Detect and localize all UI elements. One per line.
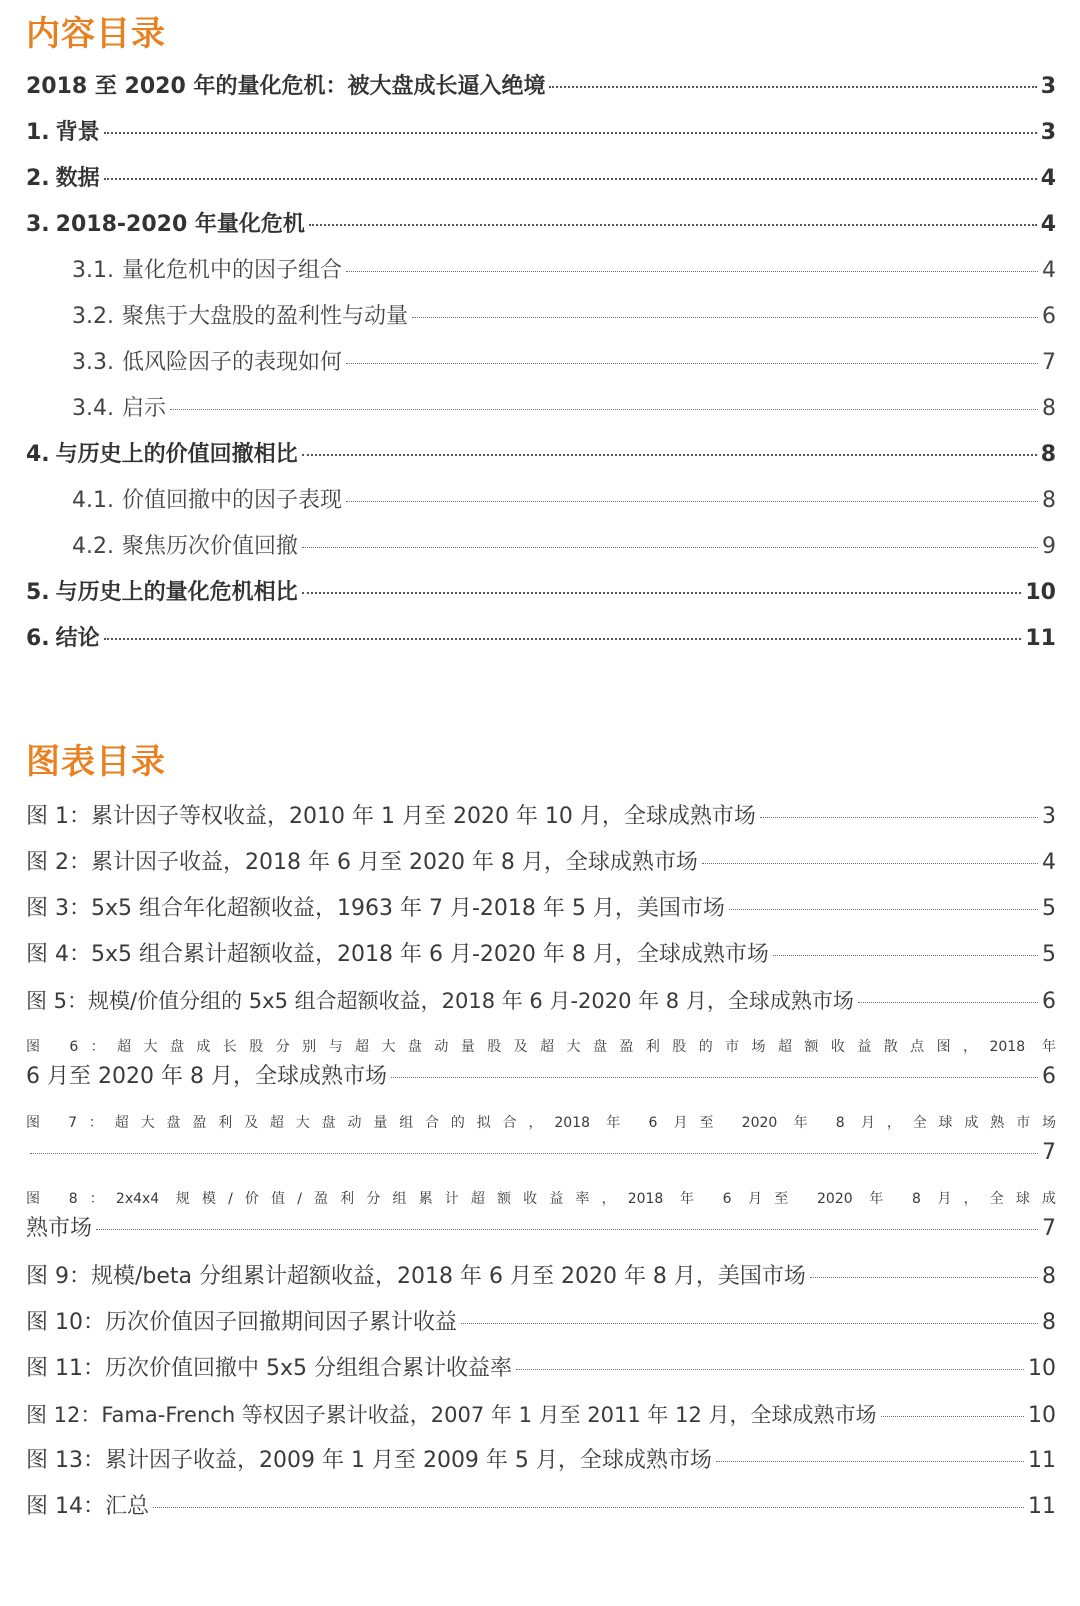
dot-leader [716,1461,1024,1462]
dot-leader [729,909,1038,910]
toc-subentry[interactable]: 3.1. 量化危机中的因子组合 4 [26,256,1056,286]
figure-page-number: 4 [1042,850,1056,875]
figure-page-number: 5 [1042,942,1056,967]
dot-leader [346,501,1038,502]
figures-title: 图表目录 [26,742,166,782]
figure-page-number: 10 [1028,1403,1056,1428]
figure-page-number: 11 [1028,1494,1056,1519]
toc-entry[interactable]: 1. 背景 3 [26,118,1056,148]
toc-entry[interactable]: 2018 至 2020 年的量化危机：被大盘成长逼入绝境 3 [26,72,1056,102]
dot-leader [302,592,1022,594]
figure-entry[interactable]: 图 4：5x5 组合累计超额收益，2018 年 6 月-2020 年 8 月，全球成熟市场 5 [26,940,1056,970]
figure-page-number: 7 [1042,1140,1056,1165]
dot-leader [412,317,1038,318]
dot-leader [346,271,1038,272]
dot-leader [170,409,1038,410]
toc-number: 3.1. [72,258,114,283]
dot-leader [302,454,1037,456]
dot-leader [104,132,1037,134]
figure-entry[interactable]: 图 1：累计因子等权收益，2010 年 1 月至 2020 年 10 月，全球成熟市场 3 [26,802,1056,832]
dot-leader [702,863,1038,864]
figure-entry[interactable]: 图 10：历次价值因子回撤期间因子累计收益 8 [26,1308,1056,1338]
toc-page-number: 11 [1025,626,1056,651]
toc-page-number: 4 [1042,258,1056,283]
dot-leader [810,1277,1038,1278]
toc-page-number: 4 [1040,212,1056,237]
toc-page-number: 3 [1040,120,1056,145]
dot-leader [549,86,1036,88]
figure-page-number: 11 [1028,1448,1056,1473]
toc-number: 1. [26,120,50,145]
dot-leader [461,1323,1038,1324]
toc-number: 4.2. [72,534,114,559]
toc-page-number: 8 [1040,442,1056,467]
toc-entry[interactable]: 3. 2018-2020 年量化危机 4 [26,210,1056,240]
figure-page-number: 8 [1042,1264,1056,1289]
figure-entry[interactable]: 图 3：5x5 组合年化超额收益，1963 年 7 月-2018 年 5 月，美国市场 5 [26,894,1056,924]
toc-entry[interactable]: 6. 结论 11 [26,624,1056,654]
figure-entry[interactable]: 图 14：汇总 11 [26,1492,1056,1522]
figure-page-number: 10 [1028,1356,1056,1381]
dot-leader [30,1153,1038,1154]
dot-leader [153,1507,1024,1508]
dot-leader [773,955,1038,956]
dot-leader [881,1416,1025,1417]
toc-page-number: 7 [1042,350,1056,375]
dot-leader [104,178,1037,180]
figure-page-number: 7 [1042,1216,1056,1241]
figure-entry[interactable]: 图 7：超大盘盈利及超大盘动量组合的拟合，2018 年 6 月至 2020 年 8 月，全球成熟市场 7 [26,1108,1056,1168]
dot-leader [302,547,1038,548]
toc-entry[interactable]: 4. 与历史上的价值回撤相比 8 [26,440,1056,470]
dot-leader [309,224,1037,226]
toc-number: 4. [26,442,50,467]
figure-page-number: 8 [1042,1310,1056,1335]
toc-subentry[interactable]: 3.4. 启示 8 [26,394,1056,424]
toc-number: 3.3. [72,350,114,375]
toc-page-number: 9 [1042,534,1056,559]
toc-number: 4.1. [72,488,114,513]
figure-entry[interactable]: 图 5：规模/价值分组的 5x5 组合超额收益，2018 年 6 月-2020 年 8 月，全球成熟市场 6 [26,986,1056,1017]
dot-leader [96,1229,1038,1230]
toc-number: 3.4. [72,396,114,421]
dot-leader [760,817,1038,818]
toc-title: 内容目录 [26,14,166,54]
figure-page-number: 6 [1042,1064,1056,1089]
figure-entry[interactable]: 图 2：累计因子收益，2018 年 6 月至 2020 年 8 月，全球成熟市场 4 [26,848,1056,878]
toc-page-number: 3 [1040,74,1056,99]
toc-number: 2. [26,166,50,191]
figure-entry[interactable]: 图 12：Fama-French 等权因子累计收益，2007 年 1 月至 2011 年 12 月，全球成熟市场 10 [26,1400,1056,1431]
figure-entry[interactable]: 图 9：规模/beta 分组累计超额收益，2018 年 6 月至 2020 年 8 月，美国市场 8 [26,1262,1056,1292]
toc-page-number: 6 [1042,304,1056,329]
toc-subentry[interactable]: 4.1. 价值回撤中的因子表现 8 [26,486,1056,516]
toc-subentry[interactable]: 3.3. 低风险因子的表现如何 7 [26,348,1056,378]
toc-number: 3. [26,212,50,237]
dot-leader [516,1369,1024,1370]
toc-page-number: 10 [1025,580,1056,605]
figure-page-number: 6 [1042,989,1056,1014]
dot-leader [391,1077,1038,1078]
toc-number: 3.2. [72,304,114,329]
dot-leader [104,638,1022,640]
toc-subentry[interactable]: 3.2. 聚焦于大盘股的盈利性与动量 6 [26,302,1056,332]
toc-number: 6. [26,626,50,651]
toc-number: 5. [26,580,50,605]
toc-page-number: 4 [1040,166,1056,191]
figure-entry[interactable]: 图 13：累计因子收益，2009 年 1 月至 2009 年 5 月，全球成熟市场 11 [26,1446,1056,1476]
figure-page-number: 3 [1042,804,1056,829]
toc-page-number: 8 [1042,396,1056,421]
dot-leader [346,363,1038,364]
toc-page-number: 8 [1042,488,1056,513]
figure-entry[interactable]: 图 6：超大盘成长股分别与超大盘动量股及超大盘盈利股的市场超额收益散点图，2018 年 6 月至 2020 年 8 月，全球成熟市场 6 [26,1032,1056,1092]
figure-entry[interactable]: 图 8：2x4x4 规模/价值/盈利分组累计超额收益率，2018 年 6 月至 2020 年 8 月，全球成 熟市场 7 [26,1184,1056,1244]
figure-entry[interactable]: 图 11：历次价值回撤中 5x5 分组组合累计收益率 10 [26,1354,1056,1384]
figure-page-number: 5 [1042,896,1056,921]
toc-entry[interactable]: 2. 数据 4 [26,164,1056,194]
toc-entry[interactable]: 5. 与历史上的量化危机相比 10 [26,578,1056,608]
dot-leader [858,1002,1038,1003]
toc-subentry[interactable]: 4.2. 聚焦历次价值回撤 9 [26,532,1056,562]
